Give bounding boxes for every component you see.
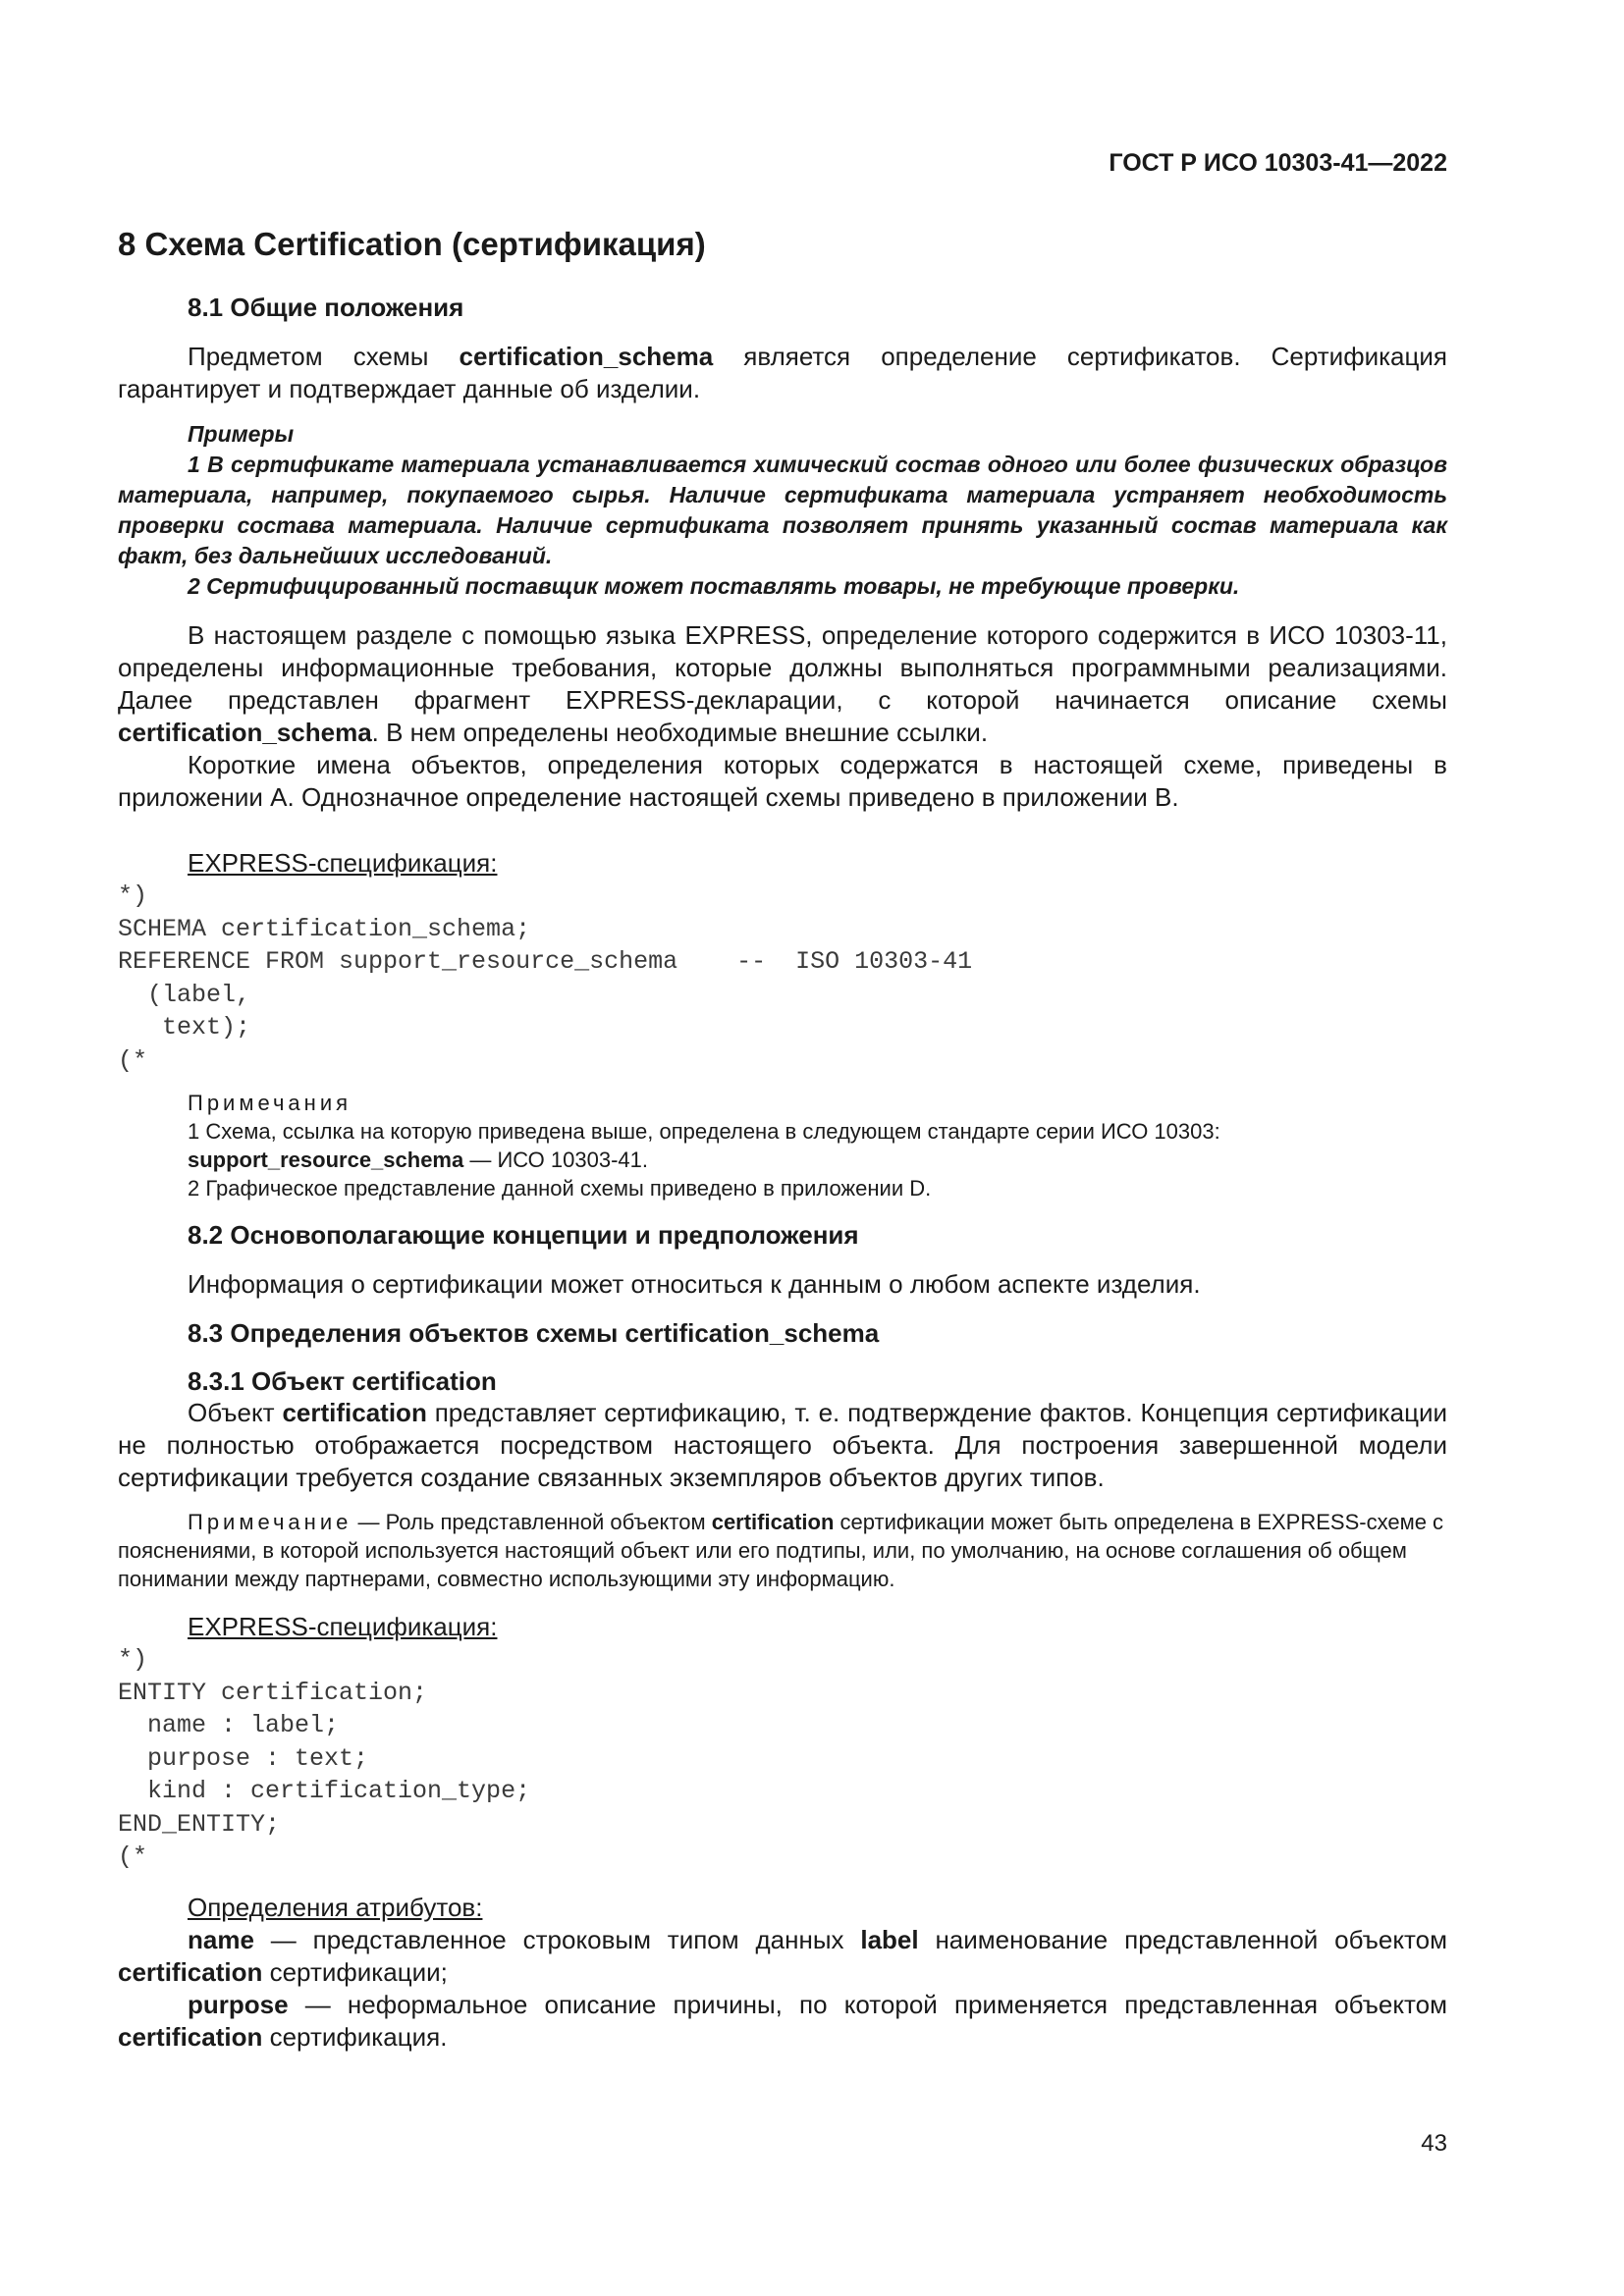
- paragraph-8-1-intro: Предметом схемы certification_schema является определение сертификатов. Сертификация гарантирует и подтверждает данные об изделии.: [118, 342, 1448, 403]
- page-number: 43: [1421, 2130, 1447, 2157]
- paragraph-express-intro: В настоящем разделе с помощью языка EXPRESS, определение которого содержится в ИСО 10303-11, определены информационные требования, которые должны выполняться программными реализациями. Далее представлен фрагмент EXPRESS-декларации, с которой начинается описание схемы certification_schema. В нем определены необходимые внешние ссылки.: [118, 620, 1447, 747]
- subsection-8-3-1-title: 8.3.1 Объект certification: [188, 1366, 497, 1396]
- section-title: 8 Схема Certification (сертификация): [118, 226, 706, 262]
- examples-label: Примеры: [188, 421, 295, 447]
- notes-label: Примечания: [188, 1091, 352, 1115]
- note-1: 1 Схема, ссылка на которую приведена выше, определена в следующем стандарте серии ИСО 10303: support_resource_schema — ИСО 10303-41.: [188, 1119, 1220, 1172]
- attribute-name-definition: name — представленное строковым типом данных label наименование представленной объектом certification сертификации;: [118, 1924, 1447, 1987]
- paragraph-certification-entity: Объект certification представляет сертификацию, т. е. подтверждение фактов. Концепция сертификации не полностью отображается посредством настоящего объекта. Для построения завершенной модели сертификации требуется создание связанных экземпляров объектов других типов.: [118, 1398, 1448, 1492]
- attribute-definitions-label: Определения атрибутов:: [188, 1892, 483, 1922]
- note-2: 2 Графическое представление данной схемы приведено в приложении D.: [188, 1176, 932, 1201]
- paragraph-short-names: Короткие имена объектов, определения которых содержатся в настоящей схеме, приведены в приложении А. Однозначное определение настоящей схемы приведено в приложении В.: [118, 750, 1447, 812]
- subsection-8-1-title: 8.1 Общие положения: [188, 293, 464, 322]
- example-1: 1 В сертификате материала устанавливается химический состав одного или более физических образцов материала, например, покупаемого сырья. Наличие сертификата материала устраняет необходимость проверки состава материала. Наличие сертификата позволяет принять указанный состав материала как факт, без дальнейших исследований.: [118, 452, 1447, 568]
- attribute-purpose-definition: purpose — неформальное описание причины, по которой применяется представленная объектом certification сертификация.: [118, 1989, 1447, 2052]
- note-certification-role: Примечание — Роль представленной объектом certification сертификации может быть определена в EXPRESS-схеме с пояснениями, в которой используется настоящий объект или его подтипы, или, по умолчанию, на основе соглашения об общем понимании между партнерами, совместно использующими эту информацию.: [118, 1510, 1444, 1591]
- page-body: [118, 137, 1447, 2054]
- express-spec-label: EXPRESS-спецификация:: [188, 848, 498, 878]
- example-2: 2 Сертифицированный поставщик может поставлять товары, не требующие проверки.: [188, 573, 1240, 599]
- subsection-8-3-title: 8.3 Определения объектов схемы certification_schema: [188, 1318, 880, 1348]
- express-spec-label-2: EXPRESS-спецификация:: [188, 1612, 498, 1641]
- paragraph-8-2: Информация о сертификации может относиться к данным о любом аспекте изделия.: [188, 1269, 1201, 1299]
- document-id: ГОСТ Р ИСО 10303-41—2022: [1109, 149, 1447, 177]
- subsection-8-2-title: 8.2 Основополагающие концепции и предположения: [188, 1220, 859, 1250]
- express-code-entity: *) ENTITY certification; name : label; purpose : text; kind : certification_type; END_ENTITY; (*: [118, 1645, 531, 1871]
- express-code-schema: *) SCHEMA certification_schema; REFERENCE FROM support_resource_schema -- ISO 10303-41 (label, text); (*: [118, 881, 973, 1075]
